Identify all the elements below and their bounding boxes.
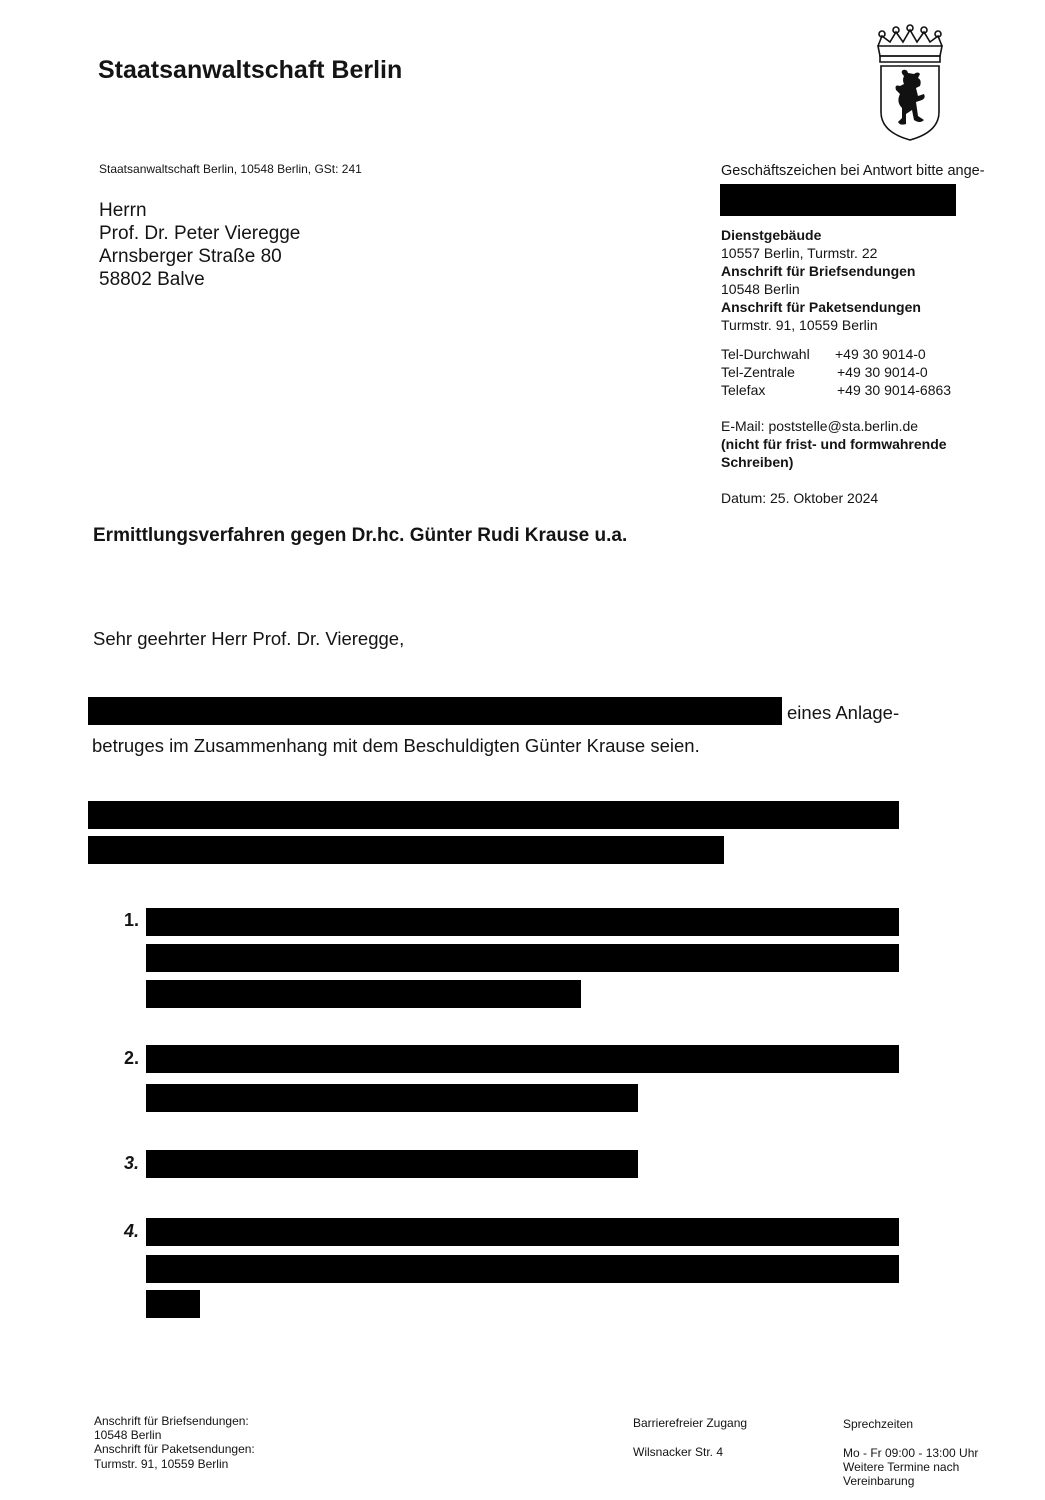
recipient-salutation: Herrn [99,200,147,221]
redacted-text-block [146,1218,899,1246]
parcels-address: Turmstr. 91, 10559 Berlin [721,317,878,333]
parcels-label: Anschrift für Paketsendungen [721,299,921,315]
redacted-text-block [88,697,782,725]
redacted-text-block [146,908,899,936]
redacted-text-block [146,980,581,1008]
email-line: E-Mail: poststelle@sta.berlin.de [721,418,919,434]
footer-hours-line-2: Weitere Termine nach [843,1460,960,1474]
footer-access-label: Barrierefreier Zugang [633,1416,748,1430]
footer-access-address: Wilsnacker Str. 4 [633,1445,724,1459]
subject-line: Ermittlungsverfahren gegen Dr.hc. Günter Rudi Krause u.a. [93,525,628,546]
recipient-name: Prof. Dr. Peter Vieregge [99,223,301,244]
fax-value: +49 30 9014-6863 [837,382,952,398]
phone-central-label: Tel-Zentrale [721,364,795,380]
email-note-1: (nicht für frist- und formwahrende [721,436,947,452]
phone-direct-label: Tel-Durchwahl [721,346,810,362]
redacted-text-block [146,1290,200,1318]
footer-parcels-address: Turmstr. 91, 10559 Berlin [94,1457,229,1471]
redacted-text-block [88,836,724,864]
footer-letters-address: 10548 Berlin [94,1428,162,1442]
letterhead-title: Staatsanwaltschaft Berlin [98,56,403,84]
redacted-text-block [146,1084,638,1112]
redacted-text-block [146,1255,899,1283]
footer-letters-label: Anschrift für Briefsendungen: [94,1414,249,1428]
redacted-text-block [88,801,899,829]
footer-parcels-label: Anschrift für Paketsendungen: [94,1442,255,1456]
phone-central-value: +49 30 9014-0 [837,364,928,380]
building-label: Dienstgebäude [721,227,822,243]
footer-hours-line-3: Vereinbarung [843,1474,915,1488]
body-line2: betruges im Zusammenhang mit dem Beschuldigten Günter Krause seien. [92,735,700,756]
letters-label: Anschrift für Briefsendungen [721,263,916,279]
recipient-street: Arnsberger Straße 80 [99,246,282,267]
footer-hours-line-1: Mo - Fr 09:00 - 13:00 Uhr [843,1446,979,1460]
fax-label: Telefax [721,382,766,398]
footer-hours-label: Sprechzeiten [843,1417,914,1431]
building-address: 10557 Berlin, Turmstr. 22 [721,245,878,261]
list-number-2: 2. [124,1048,140,1068]
recipient-city: 58802 Balve [99,269,205,290]
berlin-coat-of-arms [870,24,950,144]
greeting: Sehr geehrter Herr Prof. Dr. Vieregge, [93,628,405,649]
list-number-3: 3. [124,1153,140,1173]
redacted-text-block [146,1150,638,1178]
redacted-reference [720,184,956,216]
redacted-text-block [146,944,899,972]
reference-label: Geschäftszeichen bei Antwort bitte ange- [721,163,985,179]
body-line1-end: eines Anlage- [787,702,900,723]
list-number-4: 4. [124,1221,140,1241]
redacted-text-block [146,1045,899,1073]
list-number-1: 1. [124,910,140,930]
sender-line: Staatsanwaltschaft Berlin, 10548 Berlin, GSt: 241 [99,162,362,176]
letter-date: Datum: 25. Oktober 2024 [721,490,879,506]
letters-address: 10548 Berlin [721,281,800,297]
phone-direct-value: +49 30 9014-0 [835,346,926,362]
email-note-2: Schreiben) [721,454,794,470]
